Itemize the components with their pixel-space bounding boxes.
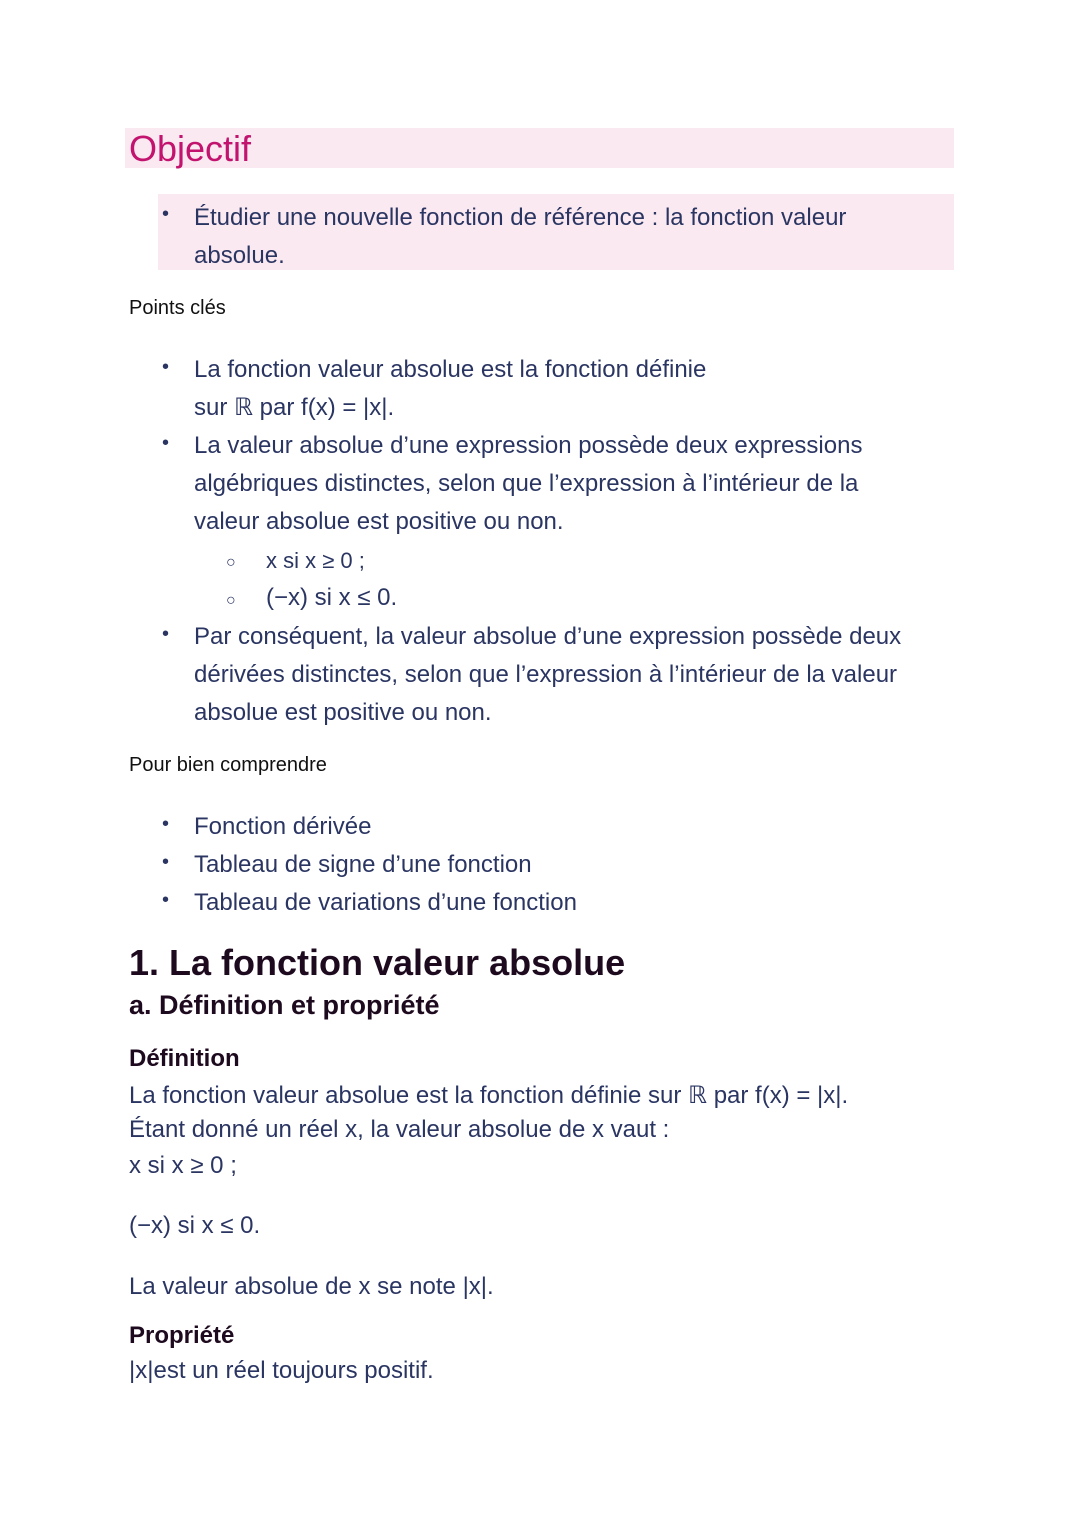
definition-line-2: Étant donné un réel x, la valeur absolue de x vaut : [129,1116,670,1143]
bullet-icon: • [162,851,170,873]
section-heading: 1. La fonction valeur absolue [129,942,626,983]
list-item: Fonction dérivée [194,813,372,840]
point-3-line-3: absolue est positive ou non. [194,699,492,726]
bullet-icon: • [162,889,170,911]
circle-bullet-icon: ○ [226,592,236,609]
point-2-line-2: algébriques distinctes, selon que l’expression à l’intérieur de la [194,470,859,497]
definition-case-2: (−x) si x ≤ 0. [129,1212,261,1239]
objective-title: Objectif [129,128,252,169]
notation-line: La valeur absolue de x se note |x|. [129,1273,494,1300]
subsection-heading: a. Définition et propriété [129,990,440,1020]
definition-line-1: La fonction valeur absolue est la fonction définie sur ℝ par f(x) = |x|. [129,1082,849,1109]
comprendre-title: Pour bien comprendre [129,754,327,776]
sub-point-2: (−x) si x ≤ 0. [266,584,398,611]
point-2-line-1: La valeur absolue d’une expression possède deux expressions [194,432,863,459]
list-item: Tableau de signe d’une fonction [194,851,532,878]
definition-label: Définition [129,1045,240,1072]
point-3-line-2: dérivées distinctes, selon que l’expression à l’intérieur de la valeur [194,661,898,688]
point-1-line-2: sur ℝ par f(x) = |x|. [194,394,395,421]
list-item: Tableau de variations d’une fonction [194,889,577,916]
bullet-icon: • [162,623,170,645]
bullet-icon: • [162,813,170,835]
definition-case-1: x si x ≥ 0 ; [129,1152,237,1179]
property-label: Propriété [129,1322,235,1349]
circle-bullet-icon: ○ [226,554,236,571]
point-2-line-3: valeur absolue est positive ou non. [194,508,564,535]
sub-point-1: x si x ≥ 0 ; [266,548,365,573]
points-cles-title: Points clés [129,297,226,319]
objective-line-1: Étudier une nouvelle fonction de référence : la fonction valeur [194,204,847,231]
point-1-line-1: La fonction valeur absolue est la fonction définie [194,356,707,383]
property-text: |x|est un réel toujours positif. [129,1357,434,1384]
point-3-line-1: Par conséquent, la valeur absolue d’une expression possède deux [194,623,902,650]
bullet-icon: • [162,356,170,378]
objective-line-2: absolue. [194,242,285,269]
bullet-icon: • [162,203,170,225]
bullet-icon: • [162,432,170,454]
